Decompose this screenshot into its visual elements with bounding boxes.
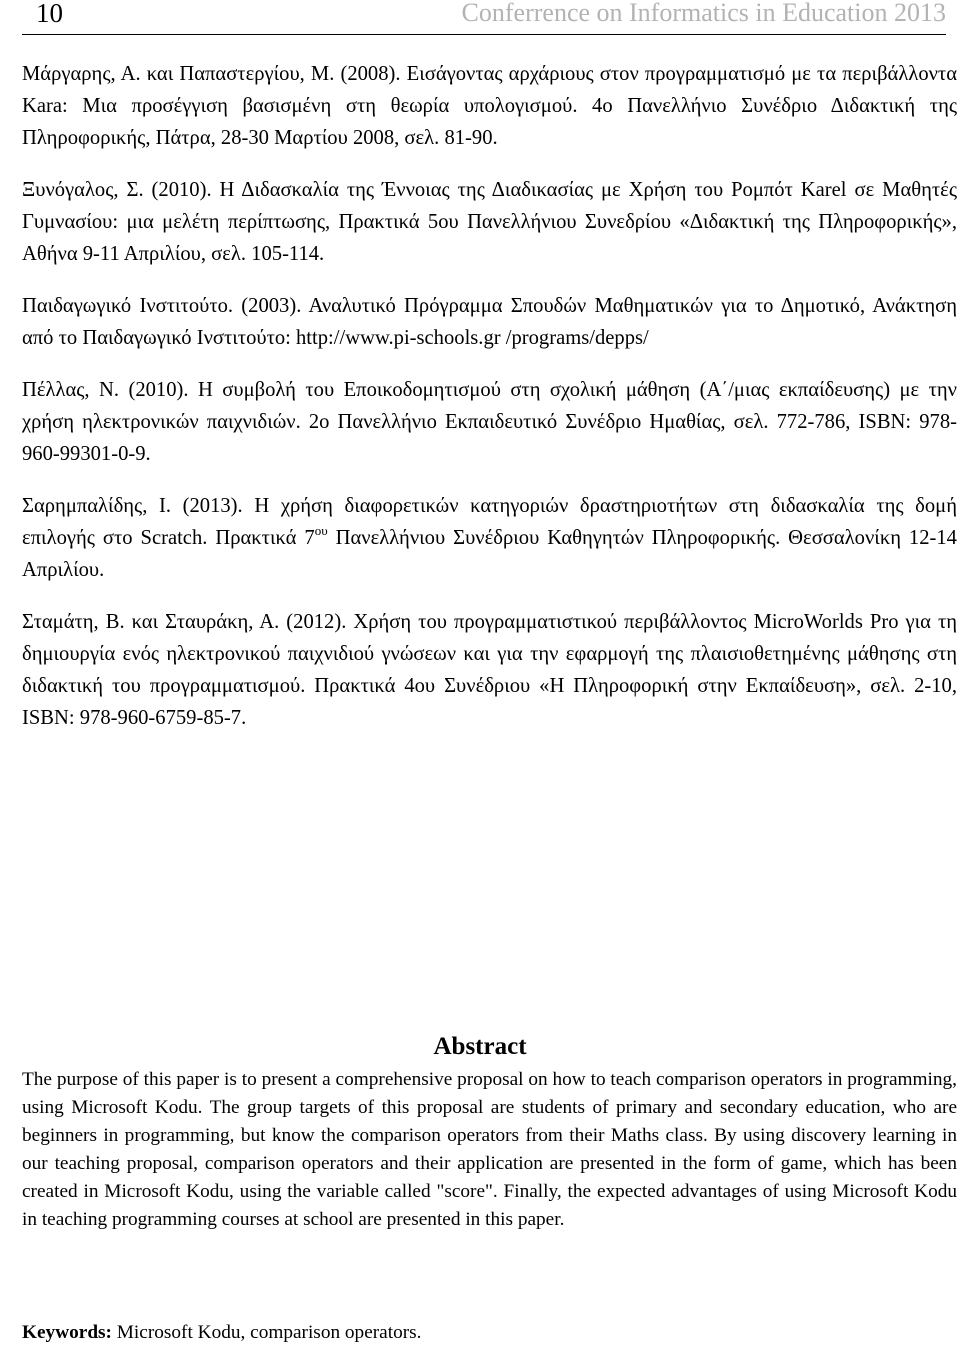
reference-item: Πέλλας, Ν. (2010). Η συμβολή του Εποικοδομητισμού στη σχολική μάθηση (Α΄/μιας εκπαίδευσης) με την χρήση ηλεκτρονικών παιχνιδιών. 2ο Πανελλήνιο Εκπαιδευτικό Συνέδριο Ημαθίας, σελ. 772-786, ISBN: 978-960-99301-0-9.: [22, 379, 957, 465]
page-header: [22, 0, 946, 35]
reference-list: [22, 58, 957, 754]
running-title: Conferrence on Informatics in Education 2013: [461, 0, 946, 27]
abstract-body: The purpose of this paper is to present a comprehensive proposal on how to teach comparison operators in programming, using Microsoft Kodu. The group targets of this proposal are students of primary and secondary education, who are beginners in programming, but know the comparison operators from their Maths class. By using discovery learning in our teaching proposal, comparison operators and their application are presented in the form of game, which has been created in Microsoft Kodu, using the variable called "score". Finally, the expected advantages of using Microsoft Kodu in teaching programming courses at school are presented in this paper.: [22, 1069, 957, 1230]
abstract-heading: Abstract: [433, 1033, 527, 1060]
page-number: 10: [36, 0, 63, 28]
reference-text-part: Σαρημπαλίδης, Ι. (2013). Η χρήση διαφορετικών κατηγοριών δραστηριοτήτων στη διδασκαλία της δομή επιλογής στο Scratch. Πρακτικά 7: [22, 495, 957, 549]
reference-item: Παιδαγωγικό Ινστιτούτο. (2003). Αναλυτικό Πρόγραμμα Σπουδών Μαθηματικών για το Δημοτικό, Ανάκτηση από το Παιδαγωγικό Ινστιτούτο: http://www.pi-schools.gr /programs/depps/: [22, 295, 957, 349]
reference-item: Σταμάτη, Β. και Σταυράκη, Α. (2012). Χρήση του προγραμματιστικού περιβάλλοντος MicroWorlds Pro για τη δημιουργία ενός ηλεκτρονικού παιχνιδιού γνώσεων και για την εφαρμογή της πλαισιοθετημένης μάθησης στη διδακτική του προγραμματισμού. Πρακτικά 4ου Συνέδριου «Η Πληροφορική στην Εκπαίδευση», σελ. 2-10, ISBN: 978-960-6759-85-7.: [22, 611, 957, 729]
keywords-line: [22, 1322, 421, 1344]
reference-item: Ξυνόγαλος, Σ. (2010). Η Διδασκαλία της Έννοιας της Διαδικασίας με Χρήση του Ρομπότ Karel σε Μαθητές Γυμνασίου: μια μελέτη περίπτωσης, Πρακτικά 5ου Πανελλήνιου Συνεδρίου «Διδακτική της Πληροφορικής», Αθήνα 9-11 Απριλίου, σελ. 105-114.: [22, 179, 957, 265]
reference-item: [22, 490, 957, 586]
keywords-value: Microsoft Kodu, comparison operators.: [111, 1322, 422, 1343]
keywords-label: Keywords:: [22, 1322, 112, 1343]
ordinal-superscript: ου: [314, 523, 328, 538]
reference-item: Μάργαρης, Α. και Παπαστεργίου, Μ. (2008). Εισάγοντας αρχάριους στον προγραμματισμό με τα περιβάλλοντα Kara: Μια προσέγγιση βασισμένη στη θεωρία υπολογισμού. 4ο Πανελλήνιο Συνέδριο Διδακτική της Πληροφορικής, Πάτρα, 28-30 Μαρτίου 2008, σελ. 81-90.: [22, 63, 957, 149]
reference-text-part: Πανελλήνιου Συνέδριου Καθηγητών Πληροφορικής. Θεσσαλονίκη 12-14 Απριλίου.: [22, 527, 957, 581]
